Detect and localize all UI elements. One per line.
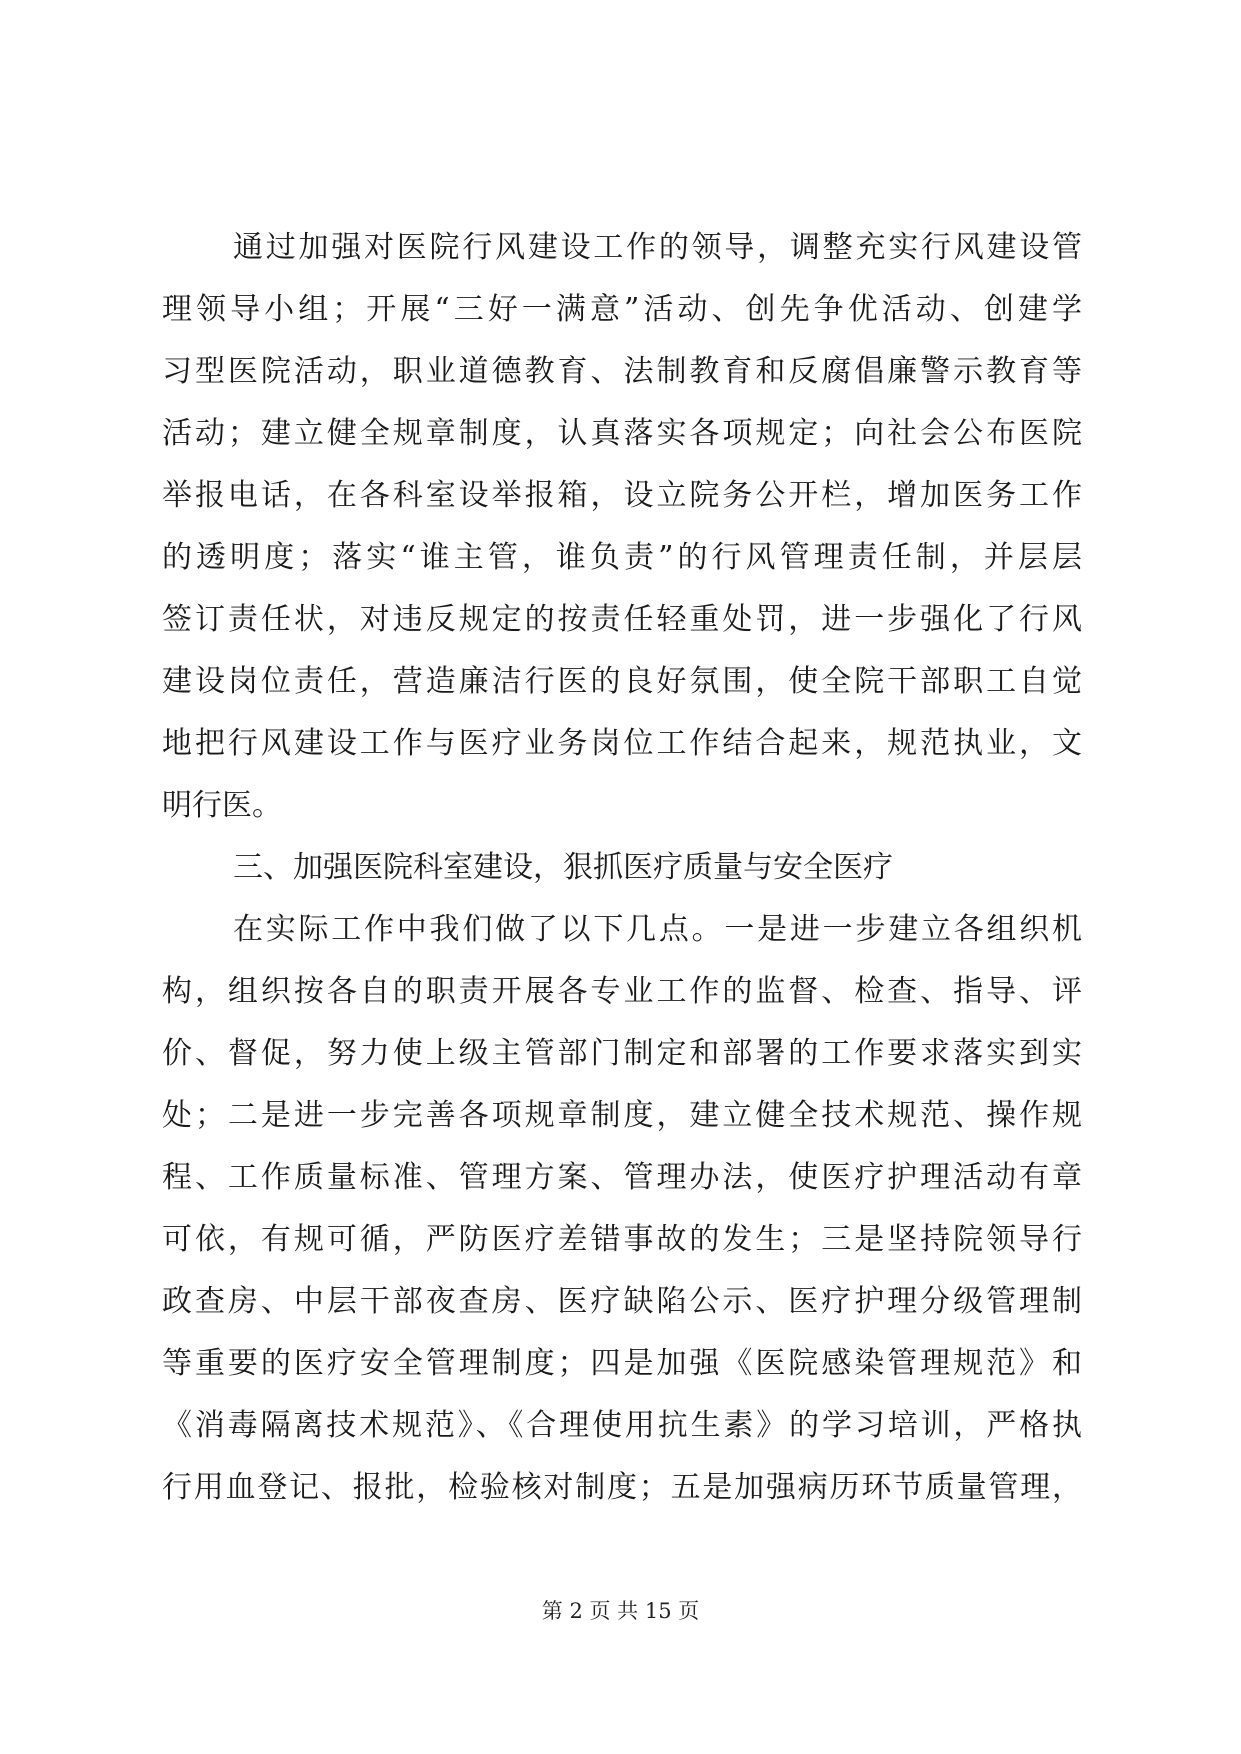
paragraph-line: 建设岗位责任，营造廉洁行医的良好氛围，使全院干部职工自觉: [162, 664, 1082, 699]
paragraph-line: 处；二是进一步完善各项规章制度，建立健全技术规范、操作规: [162, 1098, 1082, 1133]
paragraph-line: 政查房、中层干部夜查房、医疗缺陷公示、医疗护理分级管理制: [162, 1284, 1082, 1319]
paragraph-line: 举报电话，在各科室设举报箱，设立院务公开栏，增加医务工作: [162, 478, 1082, 513]
paragraph-line: 活动；建立健全规章制度，认真落实各项规定；向社会公布医院: [162, 416, 1082, 451]
paragraph-line: 可依，有规可循，严防医疗差错事故的发生；三是坚持院领导行: [162, 1222, 1082, 1257]
paragraph-line: 《消毒隔离技术规范》、《合理使用抗生素》的学习培训，严格执: [162, 1408, 1082, 1443]
paragraph-line: 签订责任状，对违反规定的按责任轻重处罚，进一步强化了行风: [162, 602, 1082, 637]
paragraph-line: 行用血登记、报批，检验核对制度；五是加强病历环节质量管理，: [162, 1470, 1082, 1505]
paragraph-line: 构，组织按各自的职责开展各专业工作的监督、检查、指导、评: [162, 974, 1082, 1009]
paragraph-line: 程、工作质量标准、管理方案、管理办法，使医疗护理活动有章: [162, 1160, 1082, 1195]
paragraph-line: 理领导小组；开展“三好一满意”活动、创先争优活动、创建学: [162, 292, 1082, 327]
section-heading: 三、加强医院科室建设，狠抓医疗质量与安全医疗: [233, 850, 893, 885]
page-number-footer: 第 2 页 共 15 页: [541, 1599, 700, 1623]
paragraph-line: 地把行风建设工作与医疗业务岗位工作结合起来，规范执业，文: [162, 726, 1082, 761]
paragraph-line: 在实际工作中我们做了以下几点。一是进一步建立各组织机: [233, 912, 1082, 947]
paragraph-line: 习型医院活动，职业道德教育、法制教育和反腐倡廉警示教育等: [162, 354, 1082, 389]
paragraph-line: 的透明度；落实“谁主管，谁负责”的行风管理责任制，并层层: [162, 540, 1082, 575]
paragraph-line: 通过加强对医院行风建设工作的领导，调整充实行风建设管: [233, 230, 1082, 265]
paragraph-line: 等重要的医疗安全管理制度；四是加强《医院感染管理规范》和: [162, 1346, 1082, 1381]
paragraph-line: 价、督促，努力使上级主管部门制定和部署的工作要求落实到实: [162, 1036, 1082, 1071]
paragraph-line: 明行医。: [162, 788, 282, 823]
